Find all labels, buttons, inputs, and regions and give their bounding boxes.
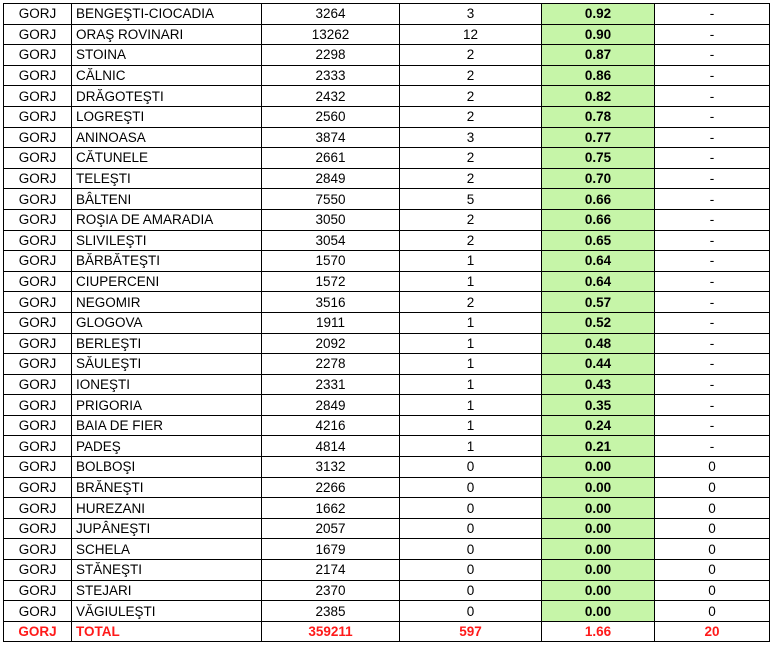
locality-name-cell: ANINOASA bbox=[72, 127, 262, 148]
locality-name-cell: BÂLTENI bbox=[72, 189, 262, 210]
cases-cell: 3 bbox=[400, 127, 542, 148]
locality-name-cell: CĂTUNELE bbox=[72, 148, 262, 169]
cases-cell: 1 bbox=[400, 251, 542, 272]
last-cell: - bbox=[655, 436, 770, 457]
county-cell: GORJ bbox=[4, 354, 72, 375]
rate-cell: 0.48 bbox=[542, 333, 655, 354]
cases-cell: 1 bbox=[400, 436, 542, 457]
table-row bbox=[4, 477, 770, 498]
county-cell: GORJ bbox=[4, 477, 72, 498]
locality-name-cell: STEJARI bbox=[72, 580, 262, 601]
total-population-cell: 359211 bbox=[262, 621, 400, 642]
cases-cell: 2 bbox=[400, 65, 542, 86]
population-cell: 2298 bbox=[262, 45, 400, 66]
last-cell: 0 bbox=[655, 580, 770, 601]
county-cell: GORJ bbox=[4, 436, 72, 457]
locality-name-cell: SCHELA bbox=[72, 539, 262, 560]
last-cell: 0 bbox=[655, 560, 770, 581]
table-row bbox=[4, 539, 770, 560]
rate-cell: 0.00 bbox=[542, 539, 655, 560]
table-row bbox=[4, 436, 770, 457]
county-cell: GORJ bbox=[4, 415, 72, 436]
county-cell: GORJ bbox=[4, 209, 72, 230]
last-cell: - bbox=[655, 354, 770, 375]
rate-cell: 0.70 bbox=[542, 168, 655, 189]
rate-cell: 0.52 bbox=[542, 312, 655, 333]
table-row bbox=[4, 312, 770, 333]
rate-cell: 0.00 bbox=[542, 498, 655, 519]
table-row bbox=[4, 189, 770, 210]
population-cell: 2849 bbox=[262, 168, 400, 189]
cases-cell: 2 bbox=[400, 168, 542, 189]
cases-cell: 2 bbox=[400, 292, 542, 313]
total-cases-cell: 597 bbox=[400, 621, 542, 642]
population-cell: 1572 bbox=[262, 271, 400, 292]
rate-cell: 0.00 bbox=[542, 560, 655, 581]
population-cell: 2333 bbox=[262, 65, 400, 86]
cases-cell: 1 bbox=[400, 395, 542, 416]
locality-name-cell: ORAŞ ROVINARI bbox=[72, 24, 262, 45]
county-cell: GORJ bbox=[4, 189, 72, 210]
rate-cell: 0.90 bbox=[542, 24, 655, 45]
population-cell: 2278 bbox=[262, 354, 400, 375]
county-cell: GORJ bbox=[4, 333, 72, 354]
county-cell: GORJ bbox=[4, 539, 72, 560]
table-row bbox=[4, 457, 770, 478]
rate-cell: 0.00 bbox=[542, 457, 655, 478]
county-cell: GORJ bbox=[4, 127, 72, 148]
population-cell: 2174 bbox=[262, 560, 400, 581]
table-row bbox=[4, 271, 770, 292]
last-cell: - bbox=[655, 395, 770, 416]
rate-cell: 0.65 bbox=[542, 230, 655, 251]
table-row bbox=[4, 168, 770, 189]
county-cell: GORJ bbox=[4, 148, 72, 169]
locality-name-cell: SLIVILEŞTI bbox=[72, 230, 262, 251]
locality-name-cell: PRIGORIA bbox=[72, 395, 262, 416]
population-cell: 2266 bbox=[262, 477, 400, 498]
population-cell: 1662 bbox=[262, 498, 400, 519]
last-cell: - bbox=[655, 189, 770, 210]
table-row bbox=[4, 354, 770, 375]
rate-cell: 0.00 bbox=[542, 580, 655, 601]
population-cell: 2057 bbox=[262, 518, 400, 539]
rate-cell: 0.43 bbox=[542, 374, 655, 395]
rate-cell: 0.00 bbox=[542, 477, 655, 498]
population-cell: 3264 bbox=[262, 4, 400, 25]
table-row bbox=[4, 106, 770, 127]
cases-cell: 0 bbox=[400, 580, 542, 601]
last-cell: 0 bbox=[655, 457, 770, 478]
table-row bbox=[4, 518, 770, 539]
county-cell: GORJ bbox=[4, 251, 72, 272]
county-cell: GORJ bbox=[4, 518, 72, 539]
county-cell: GORJ bbox=[4, 292, 72, 313]
locality-name-cell: BERLEŞTI bbox=[72, 333, 262, 354]
locality-name-cell: BAIA DE FIER bbox=[72, 415, 262, 436]
total-county-cell: GORJ bbox=[4, 621, 72, 642]
last-cell: - bbox=[655, 168, 770, 189]
population-cell: 4814 bbox=[262, 436, 400, 457]
rate-cell: 0.00 bbox=[542, 518, 655, 539]
county-cell: GORJ bbox=[4, 86, 72, 107]
locality-name-cell: NEGOMIR bbox=[72, 292, 262, 313]
last-cell: - bbox=[655, 65, 770, 86]
population-cell: 2432 bbox=[262, 86, 400, 107]
rate-cell: 0.87 bbox=[542, 45, 655, 66]
table-row bbox=[4, 127, 770, 148]
locality-name-cell: BĂRBĂTEŞTI bbox=[72, 251, 262, 272]
last-cell: - bbox=[655, 24, 770, 45]
table-row bbox=[4, 415, 770, 436]
locality-name-cell: JUPÂNEŞTI bbox=[72, 518, 262, 539]
table-row bbox=[4, 333, 770, 354]
rate-cell: 0.66 bbox=[542, 189, 655, 210]
cases-cell: 0 bbox=[400, 498, 542, 519]
county-cell: GORJ bbox=[4, 498, 72, 519]
population-cell: 2385 bbox=[262, 601, 400, 622]
rate-cell: 0.00 bbox=[542, 601, 655, 622]
county-cell: GORJ bbox=[4, 168, 72, 189]
cases-cell: 1 bbox=[400, 333, 542, 354]
locality-name-cell: ROŞIA DE AMARADIA bbox=[72, 209, 262, 230]
table-row bbox=[4, 560, 770, 581]
rate-cell: 0.21 bbox=[542, 436, 655, 457]
last-cell: - bbox=[655, 148, 770, 169]
cases-cell: 0 bbox=[400, 477, 542, 498]
locality-name-cell: TELEŞTI bbox=[72, 168, 262, 189]
last-cell: - bbox=[655, 271, 770, 292]
county-cell: GORJ bbox=[4, 230, 72, 251]
locality-name-cell: SĂULEŞTI bbox=[72, 354, 262, 375]
cases-cell: 2 bbox=[400, 209, 542, 230]
population-cell: 13262 bbox=[262, 24, 400, 45]
table-row bbox=[4, 292, 770, 313]
cases-cell: 5 bbox=[400, 189, 542, 210]
table-row bbox=[4, 65, 770, 86]
table-row bbox=[4, 601, 770, 622]
rate-cell: 0.35 bbox=[542, 395, 655, 416]
county-cell: GORJ bbox=[4, 395, 72, 416]
cases-cell: 0 bbox=[400, 601, 542, 622]
population-cell: 3516 bbox=[262, 292, 400, 313]
cases-cell: 1 bbox=[400, 374, 542, 395]
cases-cell: 1 bbox=[400, 354, 542, 375]
rate-cell: 0.78 bbox=[542, 106, 655, 127]
population-cell: 1570 bbox=[262, 251, 400, 272]
cases-cell: 2 bbox=[400, 106, 542, 127]
cases-cell: 2 bbox=[400, 86, 542, 107]
population-cell: 2849 bbox=[262, 395, 400, 416]
table-row bbox=[4, 374, 770, 395]
rate-cell: 0.77 bbox=[542, 127, 655, 148]
last-cell: - bbox=[655, 45, 770, 66]
population-cell: 3054 bbox=[262, 230, 400, 251]
rate-cell: 0.64 bbox=[542, 271, 655, 292]
table-row bbox=[4, 4, 770, 25]
county-cell: GORJ bbox=[4, 65, 72, 86]
table-row bbox=[4, 395, 770, 416]
last-cell: 0 bbox=[655, 498, 770, 519]
county-cell: GORJ bbox=[4, 374, 72, 395]
last-cell: - bbox=[655, 251, 770, 272]
total-label-cell: TOTAL bbox=[72, 621, 262, 642]
cases-cell: 0 bbox=[400, 539, 542, 560]
county-cell: GORJ bbox=[4, 457, 72, 478]
rate-cell: 0.57 bbox=[542, 292, 655, 313]
locality-name-cell: DRĂGOTEŞTI bbox=[72, 86, 262, 107]
last-cell: - bbox=[655, 415, 770, 436]
table-row bbox=[4, 45, 770, 66]
locality-name-cell: HUREZANI bbox=[72, 498, 262, 519]
table-row bbox=[4, 24, 770, 45]
last-cell: - bbox=[655, 230, 770, 251]
county-cell: GORJ bbox=[4, 560, 72, 581]
population-cell: 1679 bbox=[262, 539, 400, 560]
last-cell: - bbox=[655, 374, 770, 395]
locality-name-cell: BOLBOŞI bbox=[72, 457, 262, 478]
rate-cell: 0.92 bbox=[542, 4, 655, 25]
table-row bbox=[4, 86, 770, 107]
locality-name-cell: CĂLNIC bbox=[72, 65, 262, 86]
cases-cell: 2 bbox=[400, 230, 542, 251]
rate-cell: 0.86 bbox=[542, 65, 655, 86]
cases-cell: 1 bbox=[400, 415, 542, 436]
population-cell: 2331 bbox=[262, 374, 400, 395]
population-cell: 4216 bbox=[262, 415, 400, 436]
last-cell: - bbox=[655, 312, 770, 333]
population-cell: 7550 bbox=[262, 189, 400, 210]
population-cell: 2661 bbox=[262, 148, 400, 169]
table-row bbox=[4, 580, 770, 601]
locality-name-cell: VĂGIULEŞTI bbox=[72, 601, 262, 622]
locality-name-cell: PADEŞ bbox=[72, 436, 262, 457]
locality-name-cell: GLOGOVA bbox=[72, 312, 262, 333]
last-cell: - bbox=[655, 127, 770, 148]
table-row bbox=[4, 148, 770, 169]
last-cell: - bbox=[655, 86, 770, 107]
county-cell: GORJ bbox=[4, 24, 72, 45]
locality-name-cell: CIUPERCENI bbox=[72, 271, 262, 292]
cases-cell: 0 bbox=[400, 518, 542, 539]
cases-cell: 2 bbox=[400, 45, 542, 66]
population-cell: 3132 bbox=[262, 457, 400, 478]
table-row bbox=[4, 209, 770, 230]
population-cell: 2370 bbox=[262, 580, 400, 601]
rate-cell: 0.82 bbox=[542, 86, 655, 107]
county-cell: GORJ bbox=[4, 601, 72, 622]
county-cell: GORJ bbox=[4, 4, 72, 25]
total-last-cell: 20 bbox=[655, 621, 770, 642]
population-cell: 3050 bbox=[262, 209, 400, 230]
rate-cell: 0.75 bbox=[542, 148, 655, 169]
last-cell: 0 bbox=[655, 539, 770, 560]
county-cell: GORJ bbox=[4, 271, 72, 292]
population-cell: 2092 bbox=[262, 333, 400, 354]
cases-cell: 2 bbox=[400, 148, 542, 169]
locality-name-cell: STOINA bbox=[72, 45, 262, 66]
rate-cell: 0.44 bbox=[542, 354, 655, 375]
county-cell: GORJ bbox=[4, 580, 72, 601]
cases-cell: 1 bbox=[400, 312, 542, 333]
table-row bbox=[4, 498, 770, 519]
rate-cell: 0.66 bbox=[542, 209, 655, 230]
locality-name-cell: IONEŞTI bbox=[72, 374, 262, 395]
cases-cell: 3 bbox=[400, 4, 542, 25]
cases-cell: 0 bbox=[400, 560, 542, 581]
population-cell: 1911 bbox=[262, 312, 400, 333]
county-cell: GORJ bbox=[4, 312, 72, 333]
last-cell: - bbox=[655, 106, 770, 127]
last-cell: - bbox=[655, 333, 770, 354]
locality-name-cell: BRĂNEŞTI bbox=[72, 477, 262, 498]
cases-cell: 1 bbox=[400, 271, 542, 292]
county-cell: GORJ bbox=[4, 45, 72, 66]
localities-table bbox=[3, 3, 770, 642]
total-row bbox=[4, 621, 770, 642]
table-body bbox=[4, 4, 770, 642]
rate-cell: 0.64 bbox=[542, 251, 655, 272]
last-cell: 0 bbox=[655, 477, 770, 498]
population-cell: 3874 bbox=[262, 127, 400, 148]
locality-name-cell: STĂNEŞTI bbox=[72, 560, 262, 581]
last-cell: - bbox=[655, 209, 770, 230]
last-cell: 0 bbox=[655, 518, 770, 539]
locality-name-cell: BENGEŞTI-CIOCADIA bbox=[72, 4, 262, 25]
locality-name-cell: LOGREŞTI bbox=[72, 106, 262, 127]
cases-cell: 0 bbox=[400, 457, 542, 478]
population-cell: 2560 bbox=[262, 106, 400, 127]
county-cell: GORJ bbox=[4, 106, 72, 127]
table-row bbox=[4, 251, 770, 272]
cases-cell: 12 bbox=[400, 24, 542, 45]
total-rate-cell: 1.66 bbox=[542, 621, 655, 642]
rate-cell: 0.24 bbox=[542, 415, 655, 436]
last-cell: - bbox=[655, 292, 770, 313]
last-cell: - bbox=[655, 4, 770, 25]
table-row bbox=[4, 230, 770, 251]
last-cell: 0 bbox=[655, 601, 770, 622]
